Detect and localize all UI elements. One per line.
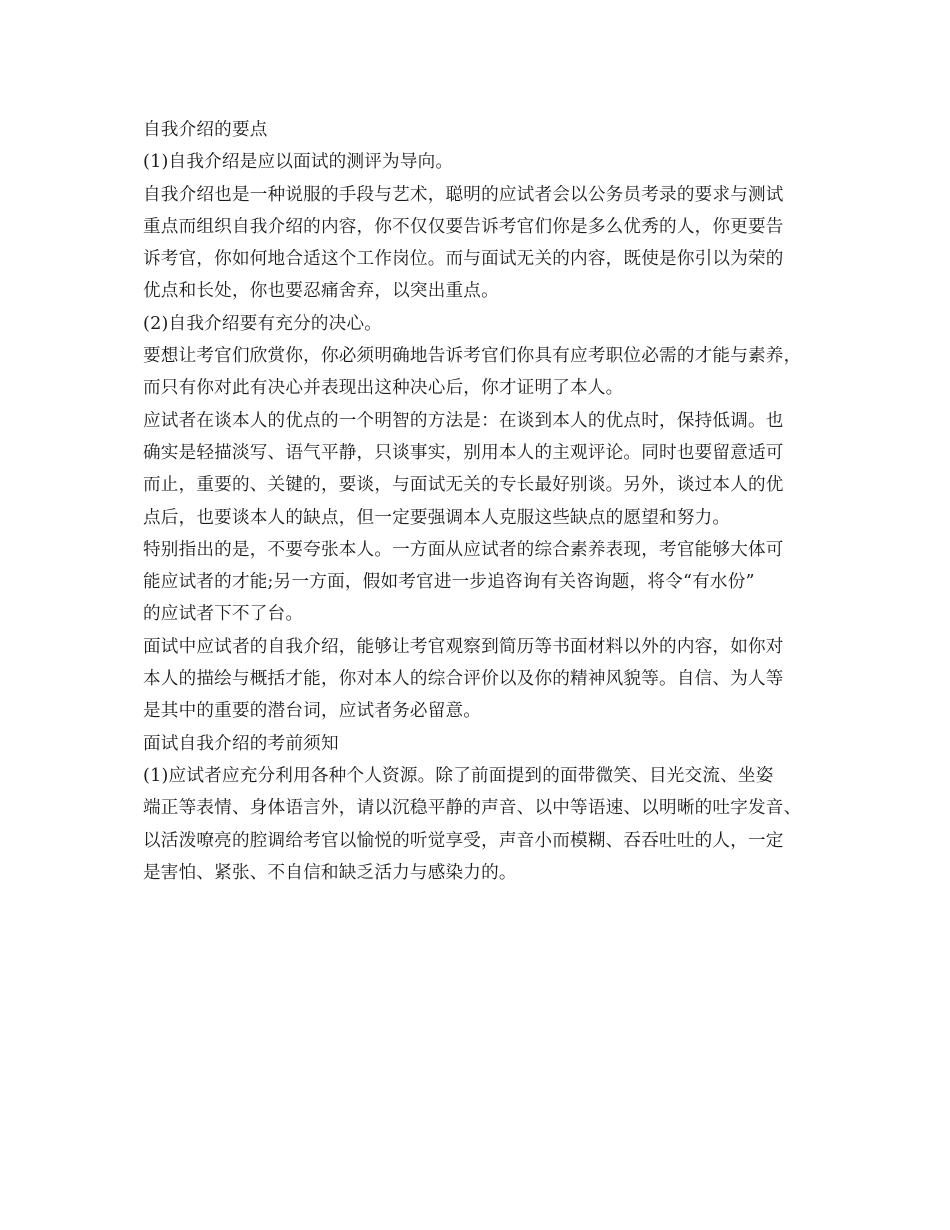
- paragraph-line: 确实是轻描淡写、语气平静，只谈事实，别用本人的主观评论。同时也要留意适可: [143, 442, 784, 463]
- paragraph-line: 本人的描绘与概括才能，你对本人的综合评价以及你的精神风貌等。自信、为人等: [143, 669, 784, 690]
- paragraph-line: 面试中应试者的自我介绍，能够让考官观察到简历等书面材料以外的内容，如你对: [143, 636, 784, 657]
- paragraph-line: 而只有你对此有决心并表现出这种决心后，你才证明了本人。: [143, 378, 624, 399]
- section-heading: 面试自我介绍的考前须知: [143, 733, 339, 754]
- section-heading: 自我介绍的要点: [143, 120, 268, 140]
- paragraph-line: 是害怕、紧张、不自信和缺乏活力与感染力的。: [143, 862, 517, 883]
- paragraph-line: 点后，也要谈本人的缺点，但一定要强调本人克服这些缺点的愿望和努力。: [143, 507, 731, 528]
- paragraph-line: 重点而组织自我介绍的内容，你不仅仅要告诉考官们你是多么优秀的人，你更要告: [143, 216, 784, 237]
- paragraph-line: 能应试者的才能;另一方面，假如考官进一步追咨询有关咨询题，将令“有水份”: [143, 572, 755, 593]
- paragraph-line: 以活泼嘹亮的腔调给考官以愉悦的听觉享受，声音小而模糊、吞吞吐吐的人，一定: [143, 830, 784, 851]
- paragraph-line: (1)应试者应充分利用各种个人资源。除了前面提到的面带微笑、目光交流、坐姿: [143, 765, 774, 786]
- paragraph-line: 而止，重要的、关键的，要谈，与面试无关的专长最好别谈。另外，谈过本人的优: [143, 475, 784, 496]
- paragraph-line: 自我介绍也是一种说服的手段与艺术，聪明的应试者会以公务员考录的要求与测试: [143, 184, 784, 205]
- document-body: [143, 114, 815, 889]
- paragraph-line: 特别指出的是，不要夸张本人。一方面从应试者的综合素养表现，考官能够大体可: [143, 539, 784, 560]
- paragraph-line: 是其中的重要的潜台词，应试者务必留意。: [143, 701, 482, 722]
- subheading: (1)自我介绍是应以面试的测评为导向。: [143, 152, 454, 173]
- subheading: (2)自我介绍要有充分的决心。: [143, 313, 383, 334]
- paragraph-line: 应试者在谈本人的优点的一个明智的方法是：在谈到本人的优点时，保持低调。也: [143, 410, 784, 431]
- paragraph-line: 诉考官，你如何地合适这个工作岗位。而与面试无关的内容，既使是你引以为荣的: [143, 249, 784, 270]
- paragraph-line: 要想让考官们欣赏你，你必须明确地告诉考官们你具有应考职位必需的才能与素养，: [143, 346, 802, 367]
- paragraph-line: 端正等表情、身体语言外，请以沉稳平静的声音、以中等语速、以明晰的吐字发音、: [143, 798, 802, 819]
- paragraph-line: 的应试者下不了台。: [143, 604, 304, 625]
- paragraph-line: 优点和长处，你也要忍痛舍弃，以突出重点。: [143, 281, 499, 302]
